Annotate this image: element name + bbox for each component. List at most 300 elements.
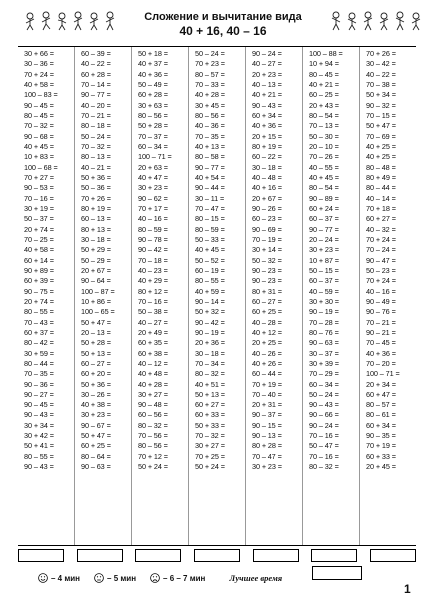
exercise-item: 80 + 19 =	[252, 141, 282, 151]
exercise-item: 70 – 37 =	[138, 131, 168, 141]
exercise-item: 40 + 45 =	[195, 245, 225, 255]
exercise-item: 80 – 56 =	[195, 110, 225, 120]
exercise-item: 70 – 16 =	[24, 193, 54, 203]
exercise-item: 70 – 32 =	[81, 141, 111, 151]
column-time-box[interactable]	[194, 549, 240, 562]
exercise-item: 60 + 38 =	[138, 348, 168, 358]
exercise-item: 40 – 23 =	[138, 265, 168, 275]
exercise-item: 70 + 18 =	[366, 203, 396, 213]
exercise-item: 30 + 14 =	[252, 245, 282, 255]
exercise-item: 90 – 24 =	[252, 49, 282, 58]
exercise-item: 20 – 13 =	[81, 327, 111, 337]
exercise-item: 70 – 38 =	[366, 79, 396, 89]
exercise-item: 50 + 36 =	[81, 172, 111, 182]
exercise-item: 40 + 21 =	[309, 79, 339, 89]
exercise-item: 30 – 18 =	[252, 162, 282, 172]
exercise-item: 100 – 71 =	[138, 152, 172, 162]
exercise-item: 60 – 44 =	[252, 369, 282, 379]
exercise-item: 60 – 56 =	[138, 410, 168, 420]
exercise-item: 60 – 27 =	[81, 358, 111, 368]
exercise-item: 90 – 14 =	[195, 296, 225, 306]
exercise-item: 10 + 94 =	[309, 59, 339, 69]
exercise-item: 80 + 49 =	[366, 172, 396, 182]
happy-face-icon	[38, 573, 48, 583]
exercise-item: 90 – 45 =	[24, 100, 54, 110]
exercise-item: 80 – 15 =	[195, 214, 225, 224]
legend-text: – 4 мин	[51, 573, 81, 583]
exercise-item: 30 + 30 =	[309, 296, 339, 306]
exercise-item: 90 – 43 =	[252, 100, 282, 110]
exercise-item: 80 + 28 =	[252, 441, 282, 451]
exercise-item: 70 – 29 =	[309, 369, 339, 379]
exercise-item: 40 – 48 =	[252, 172, 282, 182]
exercise-item: 90 – 76 =	[366, 307, 396, 317]
exercise-item: 80 – 54 =	[309, 183, 339, 193]
exercise-item: 50 + 36 =	[81, 379, 111, 389]
exercise-item: 90 – 44 =	[195, 183, 225, 193]
exercise-item: 80 – 55 =	[24, 307, 54, 317]
answer-time-boxes	[18, 549, 416, 565]
exercise-item: 40 + 58 =	[24, 245, 54, 255]
legend-text: – 5 мин	[107, 573, 137, 583]
column-time-box[interactable]	[18, 549, 64, 562]
exercise-item: 90 – 37 =	[252, 410, 282, 420]
exercise-item: 80 – 56 =	[138, 441, 168, 451]
title-line-2: 40 + 16, 40 – 16	[179, 24, 267, 38]
exercise-item: 60 + 28 =	[81, 69, 111, 79]
exercise-item: 40 – 55 =	[309, 162, 339, 172]
exercise-item: 90 – 23 =	[252, 265, 282, 275]
exercise-item: 80 – 32 =	[138, 420, 168, 430]
exercise-item: 40 + 28 =	[138, 379, 168, 389]
exercise-item: 20 + 74 =	[24, 224, 54, 234]
exercise-item: 70 – 47 =	[195, 203, 225, 213]
exercise-item: 80 – 44 =	[24, 358, 54, 368]
column-time-box[interactable]	[311, 549, 357, 562]
column-time-box[interactable]	[135, 549, 181, 562]
exercise-item: 20 + 31 =	[252, 400, 282, 410]
exercise-item: 50 + 13 =	[81, 348, 111, 358]
exercise-item: 50 – 29 =	[81, 255, 111, 265]
exercise-item: 20 + 67 =	[81, 265, 111, 275]
exercise-item: 60 – 23 =	[252, 214, 282, 224]
exercise-item: 40 + 26 =	[252, 358, 282, 368]
exercise-item: 70 – 26 =	[309, 152, 339, 162]
exercise-item: 80 – 45 =	[309, 69, 339, 79]
exercise-item: 100 – 83 =	[24, 90, 58, 100]
exercise-item: 50 – 36 =	[81, 183, 111, 193]
exercise-item: 20 + 45 =	[366, 462, 396, 472]
exercise-item: 30 – 18 =	[195, 348, 225, 358]
exercise-item: 10 + 83 =	[24, 152, 54, 162]
exercise-item: 50 – 24 =	[309, 389, 339, 399]
exercise-item: 20 + 36 =	[195, 338, 225, 348]
exercise-item: 70 – 56 =	[138, 431, 168, 441]
exercise-item: 30 + 66 =	[24, 49, 54, 58]
exercise-column	[18, 47, 75, 545]
exercise-item: 80 – 18 =	[81, 121, 111, 131]
exercise-item: 70 – 33 =	[195, 79, 225, 89]
exercise-item: 40 – 22 =	[81, 59, 111, 69]
exercise-item: 50 – 52 =	[195, 255, 225, 265]
exercise-item: 40 – 59 =	[309, 286, 339, 296]
exercise-item: 90 – 77 =	[81, 90, 111, 100]
exercise-item: 80 – 56 =	[138, 110, 168, 120]
exercise-item: 40 + 36 =	[252, 121, 282, 131]
exercise-item: 20 + 49 =	[138, 327, 168, 337]
exercise-item: 90 – 24 =	[309, 420, 339, 430]
exercise-item: 90 – 75 =	[24, 286, 54, 296]
exercise-item: 40 + 12 =	[252, 327, 282, 337]
exercise-item: 80 + 19 =	[81, 203, 111, 213]
exercise-item: 90 – 35 =	[366, 431, 396, 441]
exercise-item: 90 – 64 =	[81, 276, 111, 286]
neutral-face-icon	[94, 573, 104, 583]
exercise-item: 90 – 21 =	[366, 327, 396, 337]
exercise-item: 80 – 42 =	[24, 338, 54, 348]
exercise-item: 70 + 17 =	[138, 203, 168, 213]
exercise-item: 20 + 43 =	[309, 100, 339, 110]
exercise-item: 40 + 54 =	[195, 172, 225, 182]
exercise-grid	[18, 46, 416, 546]
exercise-item: 50 + 34 =	[366, 90, 396, 100]
exercise-item: 70 + 24 =	[366, 234, 396, 244]
exercise-item: 80 – 44 =	[366, 183, 396, 193]
exercise-item: 30 – 18 =	[81, 234, 111, 244]
exercise-item: 50 – 49 =	[138, 79, 168, 89]
exercise-item: 10 + 86 =	[81, 296, 111, 306]
exercise-item: 70 + 25 =	[195, 451, 225, 461]
exercise-item: 50 – 30 =	[309, 131, 339, 141]
legend-text: – 6 – 7 мин	[163, 573, 206, 583]
exercise-item: 70 + 26 =	[81, 193, 111, 203]
exercise-item: 40 + 25 =	[366, 141, 396, 151]
exercise-item: 40 – 22 =	[366, 69, 396, 79]
exercise-item: 50 + 47 =	[366, 121, 396, 131]
exercise-item: 90 – 77 =	[195, 162, 225, 172]
exercise-item: 90 – 68 =	[24, 131, 54, 141]
exercise-item: 60 – 34 =	[138, 141, 168, 151]
exercise-item: 90 + 89 =	[24, 265, 54, 275]
exercise-item: 70 – 13 =	[309, 121, 339, 131]
exercise-item: 70 + 24 =	[366, 276, 396, 286]
children-running-right-illustration	[328, 10, 424, 32]
column-time-box[interactable]	[370, 549, 416, 562]
exercise-item: 90 – 69 =	[252, 224, 282, 234]
exercise-item: 40 – 14 =	[366, 193, 396, 203]
sad-face-icon	[150, 573, 160, 583]
exercise-item: 90 – 66 =	[309, 410, 339, 420]
exercise-item: 90 – 26 =	[252, 203, 282, 213]
exercise-item: 100 – 71 =	[366, 369, 400, 379]
exercise-item: 60 + 27 =	[195, 400, 225, 410]
exercise-item: 30 + 27 =	[195, 441, 225, 451]
exercise-item: 30 + 23 =	[81, 410, 111, 420]
exercise-item: 40 + 45 =	[309, 172, 339, 182]
exercise-item: 90 – 89 =	[309, 193, 339, 203]
exercise-item: 90 – 62 =	[138, 193, 168, 203]
exercise-item: 80 – 54 =	[309, 110, 339, 120]
exercise-item: 80 – 61 =	[366, 410, 396, 420]
exercise-item: 50 + 41 =	[24, 441, 54, 451]
exercise-item: 60 – 37 =	[309, 214, 339, 224]
exercise-item: 80 – 32 =	[195, 369, 225, 379]
exercise-column	[132, 47, 189, 545]
exercise-item: 60 – 25 =	[309, 90, 339, 100]
legend-item	[94, 573, 136, 583]
exercise-item: 90 – 77 =	[309, 224, 339, 234]
exercise-item: 50 + 33 =	[195, 420, 225, 430]
exercise-item: 50 – 32 =	[252, 255, 282, 265]
exercise-item: 90 – 78 =	[138, 234, 168, 244]
exercise-item: 20 + 34 =	[366, 379, 396, 389]
exercise-item: 40 + 37 =	[138, 59, 168, 69]
exercise-item: 50 + 47 =	[81, 431, 111, 441]
exercise-item: 40 – 36 =	[195, 121, 225, 131]
exercise-item: 100 – 65 =	[81, 307, 115, 317]
exercise-item: 70 – 21 =	[81, 110, 111, 120]
exercise-item: 80 – 13 =	[81, 152, 111, 162]
exercise-item: 60 + 33 =	[195, 410, 225, 420]
exercise-item: 60 – 22 =	[252, 152, 282, 162]
column-time-box[interactable]	[77, 549, 123, 562]
exercise-item: 60 + 35 =	[138, 338, 168, 348]
exercise-item: 40 – 28 =	[252, 317, 282, 327]
exercise-item: 40 – 16 =	[138, 214, 168, 224]
exercise-item: 70 – 25 =	[24, 234, 54, 244]
exercise-item: 40 + 36 =	[138, 69, 168, 79]
exercise-item: 20 – 24 =	[309, 234, 339, 244]
exercise-item: 70 + 26 =	[366, 49, 396, 58]
exercise-item: 90 – 53 =	[24, 183, 54, 193]
legend-item	[38, 573, 80, 583]
exercise-item: 80 + 12 =	[138, 286, 168, 296]
exercise-item: 70 + 12 =	[138, 451, 168, 461]
exercise-item: 80 – 55 =	[24, 451, 54, 461]
exercise-item: 30 + 39 =	[309, 358, 339, 368]
exercise-item: 70 – 34 =	[195, 358, 225, 368]
column-time-box[interactable]	[253, 549, 299, 562]
exercise-item: 90 – 43 =	[309, 400, 339, 410]
exercise-item: 90 – 49 =	[366, 296, 396, 306]
exercise-item: 80 – 58 =	[195, 152, 225, 162]
exercise-item: 70 – 32 =	[195, 431, 225, 441]
exercise-item: 90 – 42 =	[195, 317, 225, 327]
exercise-item: 70 – 16 =	[138, 296, 168, 306]
exercise-item: 40 + 58 =	[24, 79, 54, 89]
exercise-item: 70 – 47 =	[252, 451, 282, 461]
exercise-item: 80 – 64 =	[81, 451, 111, 461]
exercise-item: 50 + 29 =	[81, 245, 111, 255]
exercise-item: 70 – 18 =	[138, 255, 168, 265]
exercise-item: 50 – 38 =	[138, 307, 168, 317]
exercise-item: 40 – 26 =	[252, 348, 282, 358]
exercise-item: 70 – 15 =	[366, 110, 396, 120]
exercise-item: 40 + 16 =	[252, 183, 282, 193]
exercise-item: 60 + 27 =	[366, 214, 396, 224]
exercise-item: 70 – 21 =	[366, 317, 396, 327]
exercise-item: 80 – 32 =	[309, 462, 339, 472]
exercise-item: 70 – 19 =	[252, 234, 282, 244]
exercise-item: 40 + 45 =	[24, 141, 54, 151]
exercise-item: 80 – 55 =	[195, 276, 225, 286]
exercise-column	[360, 47, 416, 545]
exercise-item: 40 + 29 =	[138, 276, 168, 286]
exercise-item: 30 + 42 =	[24, 431, 54, 441]
exercise-item: 70 – 40 =	[252, 389, 282, 399]
exercise-item: 60 + 34 =	[252, 110, 282, 120]
timing-legend	[38, 571, 282, 585]
exercise-item: 90 – 36 =	[24, 379, 54, 389]
exercise-item: 50 – 15 =	[309, 265, 339, 275]
exercise-item: 80 – 76 =	[309, 327, 339, 337]
exercise-item: 40 + 21 =	[252, 90, 282, 100]
exercise-item: 70 – 16 =	[309, 451, 339, 461]
exercise-item: 70 – 24 =	[366, 245, 396, 255]
exercise-item: 90 – 42 =	[138, 245, 168, 255]
exercise-item: 50 + 28 =	[138, 121, 168, 131]
exercise-item: 30 + 19 =	[24, 203, 54, 213]
exercise-item: 40 + 51 =	[195, 379, 225, 389]
exercise-item: 50 – 24 =	[81, 131, 111, 141]
best-time-label: Лучшее время	[229, 573, 283, 583]
exercise-item: 30 + 59 =	[24, 348, 54, 358]
exercise-item: 60 – 19 =	[195, 265, 225, 275]
exercise-item: 70 – 69 =	[366, 131, 396, 141]
exercise-item: 30 – 37 =	[309, 348, 339, 358]
exercise-item: 50 – 23 =	[366, 265, 396, 275]
exercise-item: 60 – 34 =	[309, 379, 339, 389]
exercise-item: 70 – 32 =	[24, 121, 54, 131]
exercise-column	[303, 47, 360, 545]
exercise-item: 90 – 23 =	[252, 276, 282, 286]
best-time-box[interactable]	[312, 566, 362, 580]
exercise-item: 30 – 11 =	[195, 193, 225, 203]
exercise-item: 60 + 33 =	[366, 451, 396, 461]
exercise-item: 10 + 87 =	[309, 255, 339, 265]
exercise-item: 70 + 19 =	[366, 441, 396, 451]
exercise-item: 70 + 27 =	[24, 172, 54, 182]
exercise-item: 40 + 36 =	[366, 348, 396, 358]
exercise-item: 40 – 21 =	[81, 162, 111, 172]
exercise-item: 20 + 23 =	[252, 69, 282, 79]
exercise-item: 70 – 28 =	[309, 317, 339, 327]
exercise-column	[189, 47, 246, 545]
exercise-item: 30 + 27 =	[138, 389, 168, 399]
exercise-item: 90 – 43 =	[24, 462, 54, 472]
exercise-item: 90 – 63 =	[81, 462, 111, 472]
exercise-item: 70 + 24 =	[24, 69, 54, 79]
exercise-item: 40 – 27 =	[138, 317, 168, 327]
exercise-item: 90 – 67 =	[81, 420, 111, 430]
exercise-item: 90 – 19 =	[309, 307, 339, 317]
exercise-item: 60 + 25 =	[252, 307, 282, 317]
exercise-item: 100 – 68 =	[24, 162, 58, 172]
exercise-item: 20 + 63 =	[138, 162, 168, 172]
exercise-item: 30 + 23 =	[138, 183, 168, 193]
exercise-item: 60 + 39 =	[24, 276, 54, 286]
exercise-item: 70 + 19 =	[252, 379, 282, 389]
exercise-item: 90 – 15 =	[252, 420, 282, 430]
exercise-item: 60 + 20 =	[81, 369, 111, 379]
exercise-item: 80 – 59 =	[195, 224, 225, 234]
exercise-item: 40 + 25 =	[366, 152, 396, 162]
exercise-item: 80 – 59 =	[138, 224, 168, 234]
exercise-item: 40 + 59 =	[195, 286, 225, 296]
exercise-item: 40 – 13 =	[252, 79, 282, 89]
exercise-item: 30 + 23 =	[252, 462, 282, 472]
exercise-item: 80 + 13 =	[81, 224, 111, 234]
exercise-item: 60 – 37 =	[309, 276, 339, 286]
exercise-column	[246, 47, 303, 545]
exercise-item: 70 – 35 =	[195, 131, 225, 141]
exercise-item: 60 + 47 =	[366, 389, 396, 399]
exercise-item: 90 – 27 =	[24, 389, 54, 399]
exercise-item: 30 + 34 =	[24, 420, 54, 430]
exercise-item: 80 – 48 =	[366, 162, 396, 172]
exercise-item: 90 – 47 =	[366, 255, 396, 265]
exercise-item: 40 + 28 =	[195, 90, 225, 100]
exercise-item: 70 – 16 =	[309, 431, 339, 441]
exercise-item: 40 + 38 =	[81, 400, 111, 410]
exercise-item: 90 – 13 =	[252, 431, 282, 441]
exercise-item: 80 – 57 =	[195, 69, 225, 79]
exercise-item: 50 + 47 =	[81, 317, 111, 327]
exercise-item: 60 + 14 =	[24, 255, 54, 265]
exercise-item: 90 – 63 =	[309, 338, 339, 348]
exercise-item: 70 – 14 =	[81, 79, 111, 89]
exercise-item: 50 + 13 =	[195, 389, 225, 399]
exercise-item: 60 + 34 =	[366, 420, 396, 430]
exercise-item: 40 – 27 =	[252, 59, 282, 69]
exercise-item: 70 + 23 =	[195, 59, 225, 69]
exercise-item: 20 + 67 =	[252, 193, 282, 203]
exercise-item: 30 + 23 =	[309, 245, 339, 255]
exercise-item: 50 + 28 =	[81, 338, 111, 348]
exercise-item: 40 – 20 =	[81, 100, 111, 110]
exercise-item: 20 + 15 =	[252, 131, 282, 141]
exercise-item: 30 – 36 =	[24, 59, 54, 69]
exercise-column	[75, 47, 132, 545]
exercise-item: 40 – 16 =	[366, 286, 396, 296]
exercise-item: 40 + 47 =	[138, 172, 168, 182]
exercise-item: 50 – 47 =	[309, 441, 339, 451]
exercise-item: 50 – 24 =	[195, 49, 225, 58]
exercise-item: 90 – 48 =	[138, 400, 168, 410]
exercise-item: 80 – 57 =	[366, 400, 396, 410]
exercise-item: 20 + 25 =	[252, 338, 282, 348]
exercise-item: 100 – 88 =	[309, 49, 343, 58]
exercise-item: 100 – 87 =	[81, 286, 115, 296]
exercise-item: 30 + 63 =	[138, 100, 168, 110]
exercise-item: 90 – 43 =	[24, 410, 54, 420]
page-header	[0, 4, 446, 44]
exercise-item: 60 – 39 =	[81, 49, 111, 58]
exercise-item: 50 + 32 =	[195, 307, 225, 317]
exercise-item: 90 – 45 =	[24, 400, 54, 410]
exercise-item: 30 – 42 =	[366, 59, 396, 69]
exercise-item: 40 + 13 =	[195, 141, 225, 151]
exercise-item: 60 + 24 =	[309, 203, 339, 213]
title-line-1: Сложение и вычитание вида	[144, 11, 302, 23]
exercise-item: 60 + 25 =	[81, 441, 111, 451]
exercise-item: 70 – 35 =	[24, 369, 54, 379]
exercise-item: 50 – 33 =	[195, 234, 225, 244]
legend-item	[150, 573, 205, 583]
exercise-item: 40 – 32 =	[366, 224, 396, 234]
exercise-item: 20 – 10 =	[309, 141, 339, 151]
exercise-item: 60 – 13 =	[81, 214, 111, 224]
